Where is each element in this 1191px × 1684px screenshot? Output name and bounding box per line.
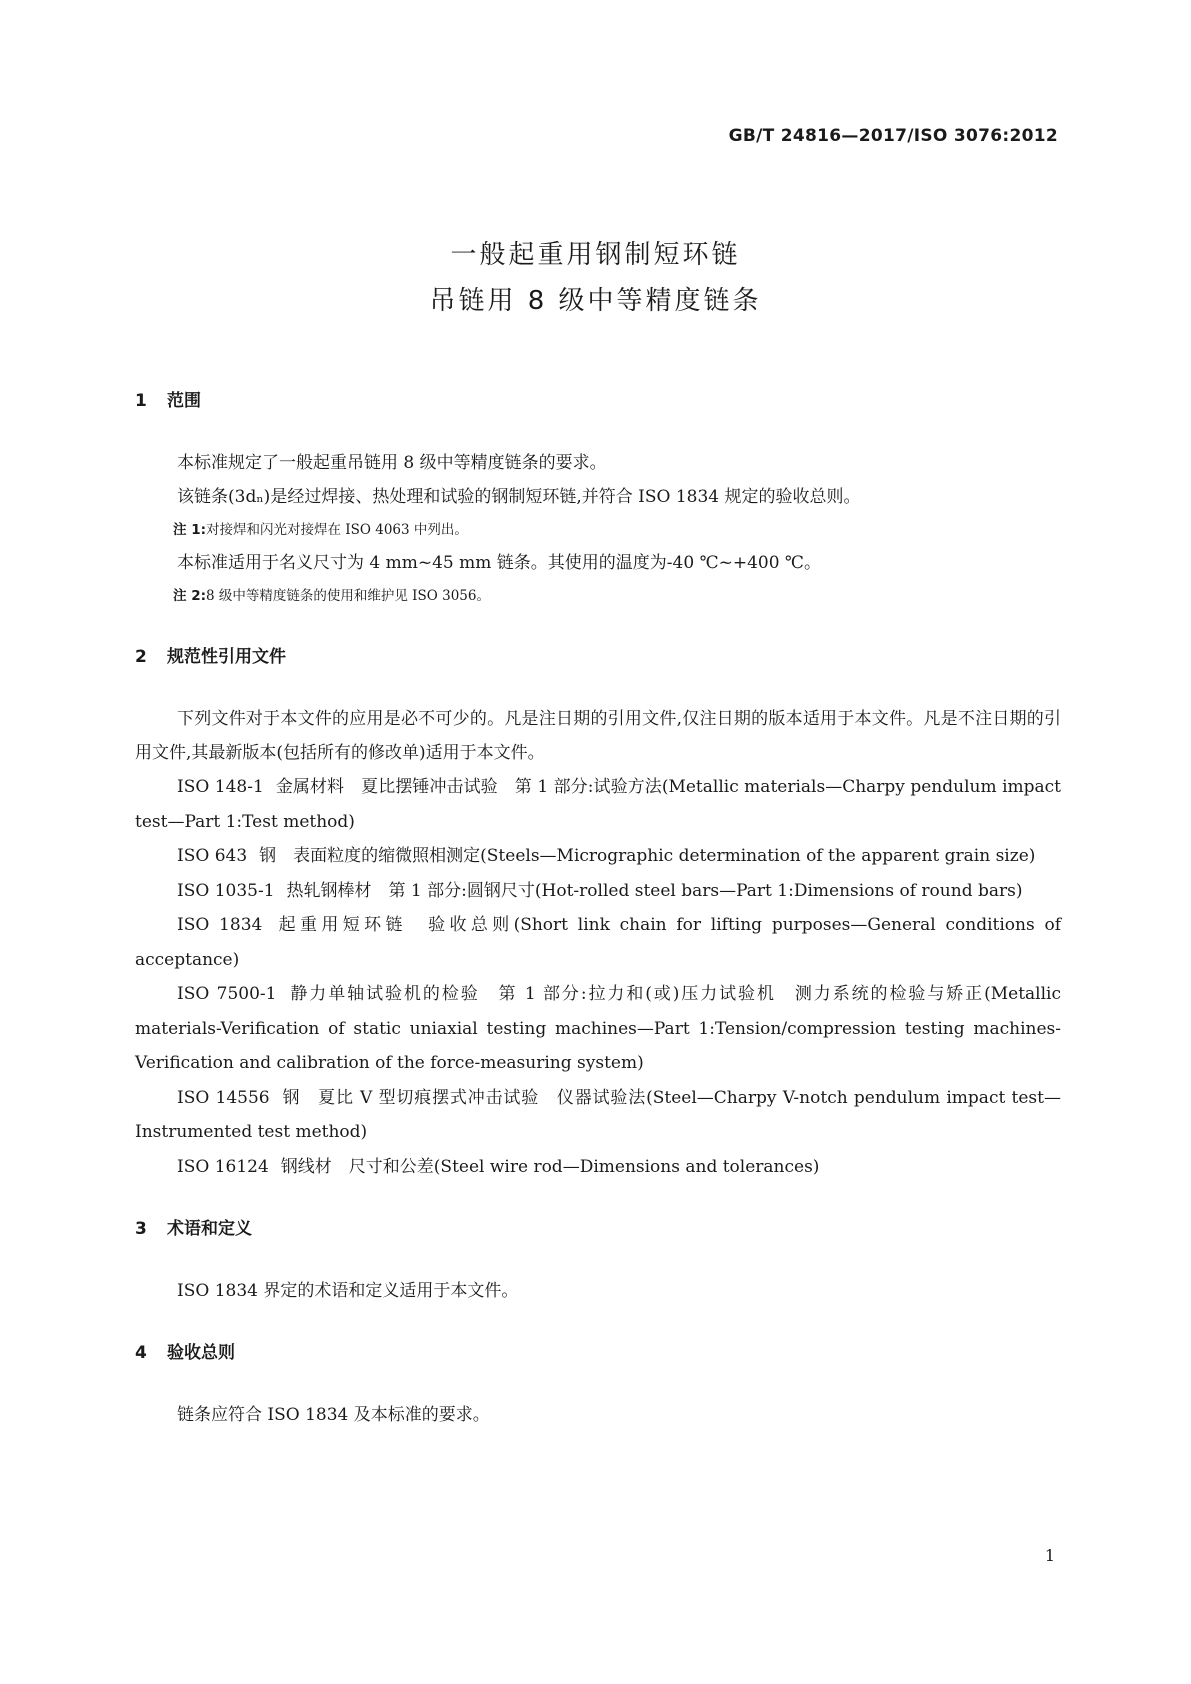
reference-item — [135, 977, 1061, 1081]
document-body — [135, 388, 1061, 1464]
section-scope — [135, 388, 1061, 612]
section-body — [135, 446, 1061, 612]
section-heading — [135, 1340, 1061, 1366]
note-text: 8 级中等精度链条的使用和维护见 ISO 3056。 — [206, 588, 490, 604]
section-heading — [135, 1216, 1061, 1242]
reference-code: ISO 643 — [177, 846, 248, 866]
paragraph: 下列文件对于本文件的应用是必不可少的。凡是注日期的引用文件,仅注日期的版本适用于本文件。凡是不注日期的引用文件,其最新版本(包括所有的修改单)适用于本文件。 — [135, 709, 1061, 763]
reference-code: ISO 7500-1 — [177, 984, 277, 1004]
paragraph: 链条应符合 ISO 1834 及本标准的要求。 — [177, 1405, 490, 1425]
document-title-line1: 一般起重用钢制短环链 — [450, 240, 741, 270]
reference-text: 金属材料 夏比摆锤冲击试验 第 1 部分:试验方法(Metallic materials—Charpy pendulum impact test—Part 1:Test method) — [135, 777, 1061, 832]
paragraph: ISO 1834 界定的术语和定义适用于本文件。 — [177, 1281, 519, 1301]
reference-code: ISO 148-1 — [177, 777, 264, 797]
reference-code: ISO 1035-1 — [177, 880, 275, 901]
section-body — [135, 1398, 1061, 1432]
note — [135, 514, 1061, 546]
reference-item — [135, 908, 1061, 977]
section-body — [135, 702, 1061, 1184]
section-title: 术语和定义 — [167, 1219, 252, 1239]
reference-text: 起重用短环链 验收总则(Short link chain for lifting purposes—General conditions of acceptance) — [135, 915, 1061, 970]
section-acceptance-general — [135, 1340, 1061, 1432]
reference-item — [135, 770, 1061, 839]
reference-item — [135, 1150, 1061, 1185]
section-title: 验收总则 — [167, 1343, 235, 1363]
note — [135, 580, 1061, 612]
reference-item — [135, 1081, 1061, 1150]
section-number: 1 — [135, 391, 147, 411]
paragraph: 本标准规定了一般起重吊链用 8 级中等精度链条的要求。 — [177, 453, 607, 473]
paragraph: 本标准适用于名义尺寸为 4 mm~45 mm 链条。其使用的温度为-40 ℃~+400 ℃。 — [177, 553, 821, 573]
section-heading — [135, 388, 1061, 414]
reference-item — [135, 874, 1061, 909]
standard-code: GB/T 24816—2017/ISO 3076:2012 — [728, 126, 1058, 146]
reference-text: 热轧钢棒材 第 1 部分:圆钢尺寸(Hot-rolled steel bars—Part 1:Dimensions of round bars) — [286, 880, 1023, 901]
reference-text: 钢 表面粒度的缩微照相测定(Steels—Micrographic determination of the apparent grain size) — [259, 846, 1036, 866]
note-text: 对接焊和闪光对接焊在 ISO 4063 中列出。 — [206, 522, 468, 538]
section-body — [135, 1274, 1061, 1308]
reference-text: 钢线材 尺寸和公差(Steel wire rod—Dimensions and tolerances) — [280, 1156, 820, 1177]
reference-item — [135, 839, 1061, 874]
reference-code: ISO 14556 — [177, 1087, 270, 1108]
reference-text: 静力单轴试验机的检验 第 1 部分:拉力和(或)压力试验机 测力系统的检验与矫正(Metallic materials-Verification of static uniaxial testing machines—Part 1:Tension/compression testing machines-Verification and calibration of the force-measuring system) — [135, 984, 1061, 1073]
section-heading — [135, 644, 1061, 670]
note-label: 注 1: — [173, 522, 206, 538]
reference-code: ISO 16124 — [177, 1156, 269, 1177]
section-terms-definitions — [135, 1216, 1061, 1308]
section-number: 3 — [135, 1219, 147, 1239]
page-number: 1 — [1044, 1546, 1055, 1565]
section-number: 4 — [135, 1343, 147, 1363]
reference-code: ISO 1834 — [177, 915, 263, 935]
section-number: 2 — [135, 647, 147, 667]
document-title-line2: 吊链用 8 级中等精度链条 — [429, 286, 762, 316]
reference-text: 钢 夏比 V 型切痕摆式冲击试验 仪器试验法(Steel—Charpy V-notch pendulum impact test—Instrumented test method) — [135, 1087, 1061, 1142]
section-normative-references — [135, 644, 1061, 1184]
note-label: 注 2: — [173, 588, 206, 604]
paragraph: 该链条(3dₙ)是经过焊接、热处理和试验的钢制短环链,并符合 ISO 1834 规定的验收总则。 — [177, 487, 861, 507]
section-title: 规范性引用文件 — [167, 647, 286, 667]
section-title: 范围 — [167, 391, 201, 411]
